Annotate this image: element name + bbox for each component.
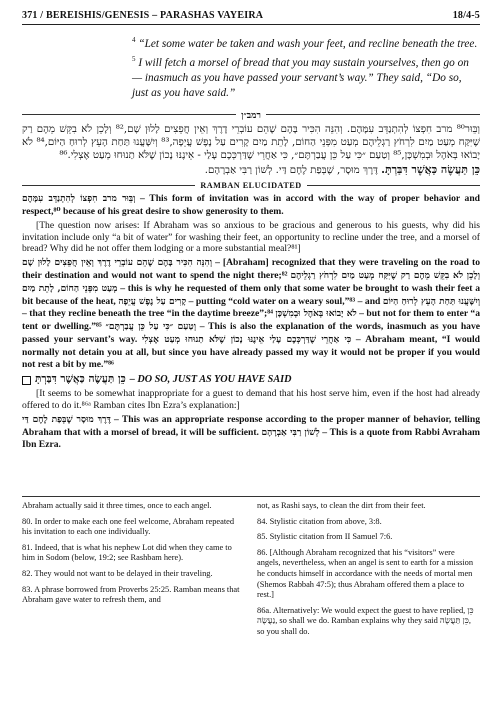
- subheading-do-so: [22, 374, 480, 386]
- footnotes: [22, 496, 480, 643]
- elucidation-paragraph-5: דֶּרֶךְ מוּסָר שֶׁבְּפַת לֶחֶם דַּי – This was an appropriate response according to the proper manner of behavior, telling Abraham that with a morsel of bread, it will be sufficient. לְשׁוֹן רַבִּי אַבְרָהָם – This is a quote from Rabbi Avraham Ibn Ezra.: [22, 413, 480, 451]
- footnote: 86. [Although Abraham recognized that his “visitors” were angels, nevertheless, when an angel is sent to earth for a mission he conducts himself in accordance with the needs of mortal men (Shemos Rabbah 47:5); thus Abraham offered them a place to rest.]: [257, 547, 474, 600]
- elucidation-paragraph-2: [The question now arises: If Abraham was so anxious to be gracious and generous to his guests, why did his invitation include only “a bit of water” for washing their feet, an opportunity to recline under the tree, and a morsel of bread? Why did he not offer them lodging or a more substantial meal?⁸¹]: [22, 219, 480, 255]
- hebrew-paragraph-1: וְבֵּוּר⁸⁰ מרב חִפְצוֹ לְהִתְנַדֵּב עִמָּהֶם. וְהִנֵּה הִכִּיר בָּהֶם שֶׁהֵם עוֹבְרֵי דֶרֶךְ וְאֵין חֲפֵצִים לָלוּן שָׁם,⁸² וְלָכֵן לֹא בִקֵּשׁ מֵהֶם רַק שֶׁיִּקַּח מְעַט מַיִם לִרְחֹץ רַגְלֵיהֶם מְעַט מִפְּנֵי הַחוֹם, לָתֵת מַיִם קָרִים עַל נֶפֶשׁ עֲיֵפָה,⁸³ וְיִשָּׁעֲנוּ תַּחַת הָעֵץ לְרוּחַ הַיּוֹם,⁸⁴ לֹא יָבוֹאוּ בְּאֹהֶל וּבְמִשְׁכָּן,⁸⁵ וְטַעַם ״כִּי עַל כֵּן עֲבַרְתֶּם״, כִּי אַחֲרֵי שֶׁדַּרְכְּכֶם עָלַי - אֵינֶנּוּ נָכוֹן שֶׁלֹּא תַנוּחוּ מְעַט אֶצְלִי.⁸⁶: [22, 123, 480, 162]
- subheading-english: – DO SO, JUST AS YOU HAVE SAID: [129, 374, 292, 386]
- footnote: 81. Indeed, that is what his nephew Lot did when they came to him in Sodom (below, 19:2; see Rashbam here).: [22, 542, 232, 563]
- subheading-hebrew: כֵּן תַּעֲשֶׂה כַּאֲשֶׁר דִּבַּרְתָּ: [35, 373, 126, 386]
- footnote: 84. Stylistic citation from above, 3:8.: [257, 516, 382, 526]
- hebrew-paragraph-2: דֶּרֶךְ מוּסָר, שֶׁבְּפַת לֶחֶם דַּי. לְשׁוֹן רַבִּי אַבְרָהָם.: [204, 164, 378, 176]
- footnote: 85. Stylistic citation from II Samuel 7:6.: [257, 532, 393, 542]
- footnote: 83. A phrase borrowed from Proverbs 25:25. Ramban means that Abraham gave water to refresh them, and: [22, 584, 240, 605]
- footnote: 80. In order to make each one feel welcome, Abraham repeated his invitation to each one individually.: [22, 516, 235, 537]
- elucidation-paragraph-1: וְבֵּוּר מרב חִפְצוֹ לְהִתְנַדֵּב עִמָּהֶם – This form of invitation was in accord with the way of proper behavior and respect,⁸⁰ because of his great desire to show generosity to them.: [22, 193, 480, 217]
- elucidated-label: RAMBAN ELUCIDATED: [200, 181, 302, 191]
- elucidation-paragraph-4: [It seems to be somewhat inappropriate for a guest to demand that his host serve him, even if the host had already offered to do it.⁸⁶ᵃ Ramban cites Ibn Ezra’s explanation:]: [22, 388, 480, 411]
- footnote: 86a. Alternatively: We would expect the guest to have replied, כֵּן נַעֲשֶׂה, so shall we do. Ramban explains why they said כֵּן תַּעֲשֶׂה, so you shall do.: [257, 605, 474, 636]
- elucidation-paragraph-3: וְהִנֵּה הִכִּיר בָּהֶם שֶׁהֵם עוֹבְרֵי דֶרֶךְ וְאֵין חֲפֵצִים לָלוּן שָׁם – [Abraham] recognized that they were traveling on the road to their destination and would not want to spend the night there;⁸² וְלָכֵן לֹא בִקֵּשׁ מֵהֶם רַק שֶׁיִּקַּח מְעַט מַיִם לִרְחֹץ רַגְלֵיהֶם מְעַט מִפְּנֵי הַחוֹם, לָתֵת מַיִם – this is why he requested of them only that some water be brought to wash their feet a bit because of the heat, קָרִים עַל נֶפֶשׁ עֲיֵפָה – putting “cold water on a weary soul,”⁸³ – and וְיִשָּׁעֲנוּ תַּחַת הָעֵץ לְרוּחַ הַיּוֹם – that they recline beneath the tree “in the daytime breeze”;⁸⁴ לֹא יָבוֹאוּ בְּאֹהֶל וּבְמִשְׁכָּן – but not for them to enter “a tent or dwelling.”⁸⁵ וְטַעַם ״כִּי עַל כֵּן עֲבַרְתֶּם״ – This is also the explanation of the words, inasmuch as you have passed your servant’s way. כִּי אַחֲרֵי שֶׁדַּרְכְּכֶם עָלַי אֵינֶנּוּ נָכוֹן שֶׁלֹּא תַנוּחוּ מְעַט אֶצְלִי – Abraham meant, “I would normally not detain you at all, but since you have already passed my way it would not be proper if you would not rest a bit by me.”⁸⁶: [22, 257, 481, 370]
- header-right: 18/4-5: [452, 10, 480, 21]
- page: [22, 10, 480, 453]
- footnotes-right-column: [257, 501, 480, 643]
- verse-number-5: 5: [132, 54, 136, 63]
- ramban-divider: [22, 110, 480, 120]
- verse-5-text: I will fetch a morsel of bread that you may sustain yourselves, then go on — inasmuch as you have passed your servant’s way.” They said, “Do so, just as you have said.”: [132, 56, 469, 99]
- ramban-label: רמב״ן: [241, 109, 261, 120]
- running-header: [22, 10, 480, 25]
- footnote: Abraham actually said it three times, once to each angel.: [22, 501, 212, 510]
- footnote: not, as Rashi says, to clean the dirt from their feet.: [257, 501, 426, 510]
- verse-number-4: 4: [132, 36, 136, 44]
- elucidation-body: [22, 193, 480, 451]
- verse-4-text: “Let some water be taken and wash your feet, and recline beneath the tree.: [138, 37, 478, 50]
- hebrew-commentary: [22, 123, 480, 178]
- header-left: 371 / BEREISHIS/GENESIS – PARASHAS VAYEIRA: [22, 10, 264, 21]
- verse-translation: [132, 33, 480, 101]
- hebrew-dibbur-hamaschil: כֵּן תַּעֲשֶׂה כַּאֲשֶׁר דִּבַּרְתָּ.: [381, 162, 480, 176]
- footnotes-left-column: [22, 501, 245, 643]
- checkbox-square-icon: [22, 376, 31, 385]
- footnote: 82. They would not want to be delayed in their traveling.: [22, 568, 213, 578]
- elucidated-divider: [22, 181, 480, 190]
